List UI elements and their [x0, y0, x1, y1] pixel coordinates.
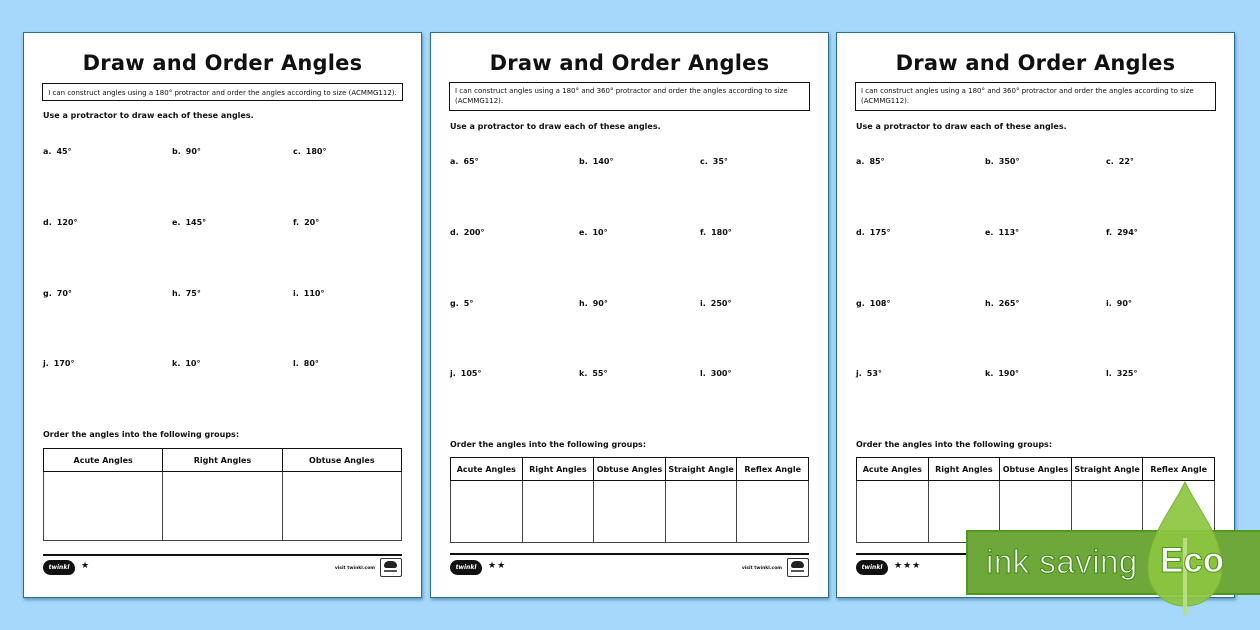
column-header-obtuse: Obtuse Angles — [1000, 458, 1072, 481]
column-header-straight: Straight Angle — [665, 458, 737, 481]
answer-cell-reflex[interactable] — [737, 481, 809, 543]
footer-divider — [450, 553, 809, 555]
ink-saving-label: ink saving — [986, 543, 1138, 580]
angle-item: c. 22° — [1106, 157, 1134, 166]
angle-item: c. 180° — [293, 147, 327, 156]
answer-cell-acute[interactable] — [451, 481, 523, 543]
column-header-acute: Acute Angles — [857, 458, 929, 481]
twinkl-logo: twinkl — [856, 560, 888, 575]
angle-item: e. 113° — [985, 228, 1020, 237]
footer-divider — [43, 554, 402, 556]
answer-cell-acute[interactable] — [44, 472, 163, 541]
eco-label: Eco — [1160, 541, 1225, 580]
quality-badge-icon — [787, 558, 809, 577]
twinkl-logo: twinkl — [450, 560, 482, 575]
angle-item: h. 75° — [172, 289, 201, 298]
angle-item: k. 10° — [172, 359, 201, 368]
angle-item: c. 35° — [700, 157, 728, 166]
angle-item: k. 55° — [579, 369, 608, 378]
column-header-obtuse: Obtuse Angles — [594, 458, 666, 481]
angle-item: f. 180° — [700, 228, 732, 237]
column-header-acute: Acute Angles — [451, 458, 523, 481]
answer-cell-obtuse[interactable] — [594, 481, 666, 543]
angle-item: l. 300° — [700, 369, 732, 378]
angle-item: d. 200° — [450, 228, 485, 237]
angle-item: b. 350° — [985, 157, 1020, 166]
angle-item: d. 120° — [43, 218, 78, 227]
angle-item: j. 105° — [450, 369, 482, 378]
angle-item: i. 250° — [700, 299, 732, 308]
order-instruction: Order the angles into the following groups: — [450, 440, 647, 449]
angle-item: g. 108° — [856, 299, 891, 308]
angle-item: e. 10° — [579, 228, 608, 237]
column-header-right: Right Angles — [928, 458, 1000, 481]
difficulty-stars: ★★★ — [894, 561, 922, 571]
page-title: Draw and Order Angles — [489, 51, 770, 75]
column-header-right: Right Angles — [163, 449, 282, 472]
learning-objective-box: I can construct angles using a 180° protractor and order the angles according to size (ACMMG112). — [42, 83, 403, 101]
visit-link[interactable]: visit twinkl.com — [334, 566, 375, 571]
twinkl-logo: twinkl — [43, 560, 75, 575]
angle-item: i. 110° — [293, 289, 325, 298]
angle-item: a. 65° — [450, 157, 479, 166]
angle-item: h. 90° — [579, 299, 608, 308]
angle-item: f. 20° — [293, 218, 320, 227]
instruction-text: Use a protractor to draw each of these angles. — [856, 122, 1067, 131]
angle-item: g. 5° — [450, 299, 474, 308]
angle-item: e. 145° — [172, 218, 207, 227]
answer-cell-straight[interactable] — [665, 481, 737, 543]
answer-cell-acute[interactable] — [857, 481, 929, 543]
column-header-straight: Straight Angle — [1071, 458, 1143, 481]
angle-item: h. 265° — [985, 299, 1020, 308]
angle-item: a. 45° — [43, 147, 72, 156]
angle-item: a. 85° — [856, 157, 885, 166]
instruction-text: Use a protractor to draw each of these angles. — [43, 111, 254, 120]
difficulty-stars: ★ — [81, 561, 91, 571]
column-header-obtuse: Obtuse Angles — [282, 449, 401, 472]
order-instruction: Order the angles into the following groups: — [856, 440, 1053, 449]
angle-groups-table — [43, 448, 402, 541]
angle-item: k. 190° — [985, 369, 1020, 378]
learning-objective-box: I can construct angles using a 180° and 360° protractor and order the angles according to size (ACMMG112). — [449, 82, 810, 111]
learning-objective-box: I can construct angles using a 180° and 360° protractor and order the angles according to size (ACMMG112). — [855, 82, 1216, 111]
angle-item: f. 294° — [1106, 228, 1138, 237]
column-header-right: Right Angles — [522, 458, 594, 481]
angle-item: g. 70° — [43, 289, 72, 298]
answer-cell-right[interactable] — [522, 481, 594, 543]
answer-cell-right[interactable] — [163, 472, 282, 541]
page-title: Draw and Order Angles — [895, 51, 1176, 75]
difficulty-stars: ★★ — [488, 561, 507, 571]
angle-groups-table — [450, 457, 809, 543]
angle-item: j. 53° — [856, 369, 882, 378]
page-title: Draw and Order Angles — [82, 51, 363, 75]
angle-item: j. 170° — [43, 359, 75, 368]
column-header-reflex: Reflex Angle — [1143, 458, 1215, 481]
angle-item: b. 90° — [172, 147, 201, 156]
quality-badge-icon — [380, 558, 402, 577]
visit-link[interactable]: visit twinkl.com — [741, 566, 782, 571]
angle-item: d. 175° — [856, 228, 891, 237]
angle-item: b. 140° — [579, 157, 614, 166]
column-header-acute: Acute Angles — [44, 449, 163, 472]
angle-item: i. 90° — [1106, 299, 1132, 308]
angle-item: l. 325° — [1106, 369, 1138, 378]
column-header-reflex: Reflex Angle — [737, 458, 809, 481]
worksheet-page-2[interactable] — [430, 32, 829, 598]
answer-cell-obtuse[interactable] — [282, 472, 401, 541]
worksheet-page-1[interactable] — [23, 32, 422, 598]
order-instruction: Order the angles into the following groups: — [43, 430, 240, 439]
instruction-text: Use a protractor to draw each of these angles. — [450, 122, 661, 131]
angle-item: l. 80° — [293, 359, 319, 368]
